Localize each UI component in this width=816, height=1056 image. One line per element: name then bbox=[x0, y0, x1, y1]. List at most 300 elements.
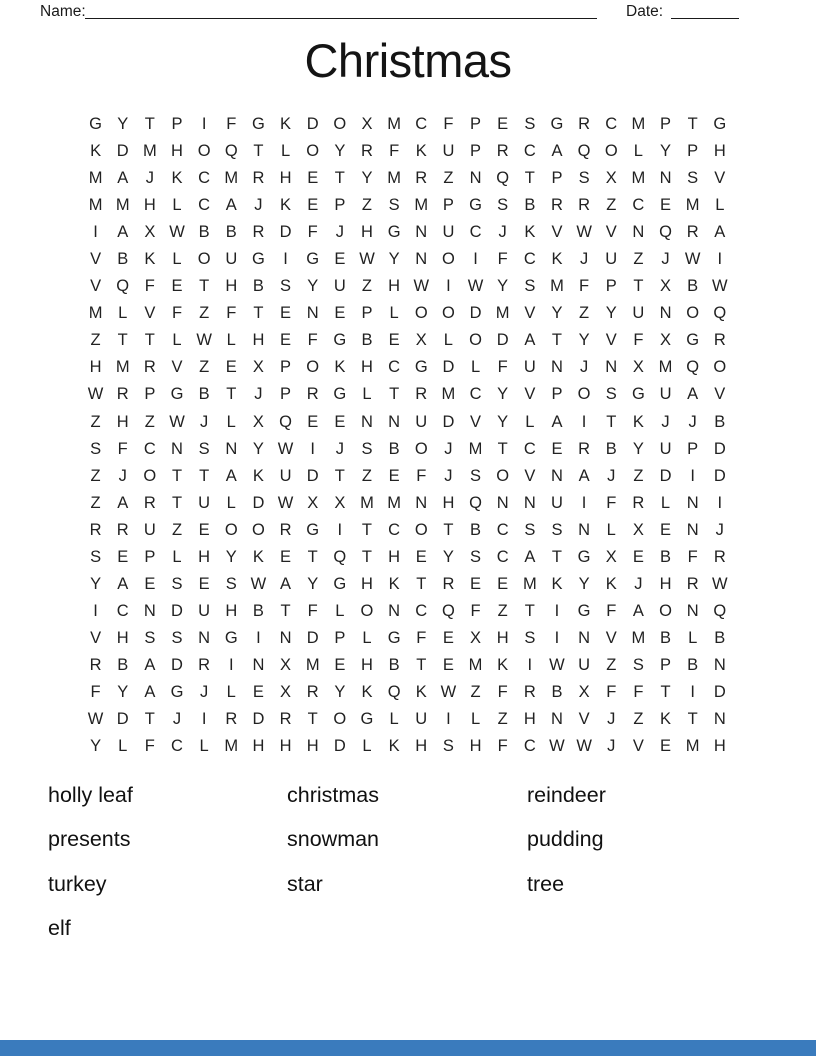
grid-letter: N bbox=[496, 493, 509, 512]
grid-letter: Y bbox=[334, 142, 346, 161]
grid-letter: F bbox=[389, 142, 400, 161]
grid-letter: X bbox=[144, 223, 156, 242]
grid-letter: R bbox=[279, 710, 292, 729]
grid-letter: T bbox=[307, 710, 318, 729]
footer-bar bbox=[0, 1040, 816, 1056]
grid-letter: W bbox=[684, 250, 701, 269]
grid-letter: E bbox=[280, 547, 292, 566]
grid-letter: D bbox=[252, 493, 265, 512]
grid-letter: E bbox=[470, 574, 482, 593]
grid-letter: K bbox=[144, 250, 156, 269]
grid-letter: R bbox=[713, 331, 726, 350]
grid-letter: Z bbox=[470, 683, 481, 701]
grid-letter: Z bbox=[171, 520, 183, 539]
grid-letter: B bbox=[388, 655, 400, 674]
grid-letter: P bbox=[551, 385, 563, 404]
grid-letter: W bbox=[87, 385, 104, 404]
grid-letter: F bbox=[470, 601, 481, 620]
grid-letter: M bbox=[387, 493, 401, 512]
grid-letter: S bbox=[605, 385, 617, 404]
grid-letter: S bbox=[90, 547, 102, 566]
grid-letter: X bbox=[660, 277, 672, 296]
grid-letter: L bbox=[172, 331, 182, 350]
grid-letter: I bbox=[690, 466, 695, 485]
grid-letter: B bbox=[714, 628, 726, 647]
grid-letter: J bbox=[688, 412, 697, 431]
grid-letter: O bbox=[659, 601, 672, 620]
grid-letter: G bbox=[550, 115, 564, 134]
grid-letter: O bbox=[143, 466, 157, 485]
grid-letter: D bbox=[306, 115, 319, 134]
grid-letter: C bbox=[143, 439, 156, 458]
word-list-item: snowman bbox=[287, 827, 380, 852]
grid-letter: T bbox=[687, 115, 698, 134]
grid-letter: F bbox=[171, 304, 183, 323]
grid-letter: H bbox=[89, 358, 102, 377]
grid-letter: L bbox=[226, 683, 236, 701]
grid-letter: H bbox=[361, 655, 373, 674]
grid-letter: J bbox=[335, 439, 344, 458]
grid-letter: E bbox=[632, 547, 644, 566]
grid-letter: P bbox=[334, 196, 346, 215]
grid-letter: G bbox=[333, 331, 347, 350]
grid-letter: R bbox=[225, 710, 238, 729]
grid-letter: B bbox=[605, 439, 617, 458]
grid-letter: F bbox=[497, 250, 508, 269]
grid-letter: T bbox=[144, 115, 155, 134]
grid-letter: M bbox=[468, 655, 483, 674]
grid-letter: S bbox=[524, 115, 536, 134]
grid-letter: L bbox=[335, 601, 345, 620]
grid-letter: Z bbox=[579, 304, 590, 323]
grid-letter: F bbox=[226, 304, 237, 323]
grid-letter: Y bbox=[578, 574, 590, 593]
grid-letter: B bbox=[225, 223, 237, 242]
grid-letter: W bbox=[169, 412, 185, 431]
grid-letter: M bbox=[387, 115, 401, 134]
grid-letter: E bbox=[171, 277, 183, 296]
grid-letter: Z bbox=[90, 493, 101, 512]
grid-letter: E bbox=[307, 196, 319, 215]
grid-letter: P bbox=[687, 439, 699, 458]
grid-letter: X bbox=[632, 520, 644, 539]
grid-letter: R bbox=[143, 358, 156, 377]
grid-letter: C bbox=[388, 520, 401, 539]
grid-letter: C bbox=[632, 196, 645, 215]
grid-letter: T bbox=[334, 466, 345, 485]
grid-letter: K bbox=[524, 223, 536, 242]
grid-letter: K bbox=[252, 466, 264, 485]
grid-letter: T bbox=[633, 277, 644, 296]
grid-letter: M bbox=[685, 196, 700, 215]
grid-letter: C bbox=[388, 358, 401, 377]
grid-letter: A bbox=[225, 196, 237, 215]
grid-letter: M bbox=[631, 115, 646, 134]
grid-letter: G bbox=[387, 628, 401, 647]
grid-letter: J bbox=[498, 223, 507, 242]
grid-letter: D bbox=[306, 466, 319, 485]
grid-letter: X bbox=[252, 358, 264, 377]
grid-letter: E bbox=[551, 439, 563, 458]
grid-letter: O bbox=[414, 439, 428, 458]
grid-letter: S bbox=[171, 628, 183, 647]
grid-letter: D bbox=[306, 628, 319, 647]
grid-letter: G bbox=[713, 115, 727, 134]
grid-letter: M bbox=[495, 304, 510, 323]
grid-letter: N bbox=[388, 601, 401, 620]
grid-letter: W bbox=[250, 574, 267, 593]
grid-letter: T bbox=[551, 331, 562, 350]
grid-letter: I bbox=[554, 628, 560, 647]
grid-letter: Q bbox=[333, 547, 347, 566]
grid-letter: F bbox=[416, 628, 427, 647]
grid-letter: H bbox=[225, 277, 238, 296]
grid-letter: E bbox=[388, 466, 400, 485]
grid-letter: J bbox=[607, 737, 616, 756]
grid-letter: C bbox=[469, 223, 482, 242]
grid-letter: D bbox=[333, 737, 346, 756]
grid-letter: E bbox=[497, 115, 509, 134]
grid-letter: H bbox=[713, 737, 726, 756]
grid-letter: N bbox=[171, 439, 183, 458]
grid-letter: S bbox=[524, 520, 536, 539]
grid-letter: A bbox=[280, 574, 292, 593]
grid-letter: S bbox=[144, 628, 156, 647]
grid-letter: T bbox=[144, 710, 155, 729]
grid-letter: L bbox=[172, 547, 182, 566]
grid-letter: B bbox=[714, 412, 726, 431]
grid-letter: T bbox=[334, 169, 345, 188]
grid-letter: R bbox=[89, 655, 102, 674]
grid-letter: K bbox=[280, 196, 292, 215]
grid-letter: L bbox=[715, 196, 725, 215]
grid-letter: J bbox=[607, 466, 616, 485]
grid-letter: N bbox=[659, 304, 672, 323]
grid-letter: V bbox=[90, 250, 102, 269]
grid-letter: H bbox=[116, 412, 129, 431]
grid-letter: B bbox=[198, 223, 210, 242]
grid-letter: W bbox=[549, 737, 565, 756]
grid-letter: O bbox=[713, 358, 727, 377]
grid-letter: O bbox=[197, 250, 211, 269]
grid-letter: I bbox=[201, 115, 207, 134]
grid-letter: L bbox=[389, 304, 399, 323]
grid-letter: A bbox=[578, 466, 590, 485]
grid-letter: K bbox=[252, 547, 264, 566]
grid-letter: D bbox=[171, 655, 183, 674]
grid-letter: V bbox=[524, 466, 536, 485]
grid-letter: R bbox=[415, 385, 428, 404]
grid-letter: I bbox=[310, 439, 315, 458]
grid-letter: V bbox=[632, 737, 644, 756]
grid-letter: G bbox=[387, 223, 401, 242]
grid-letter: Y bbox=[334, 683, 346, 701]
grid-letter: N bbox=[225, 439, 238, 458]
grid-letter: J bbox=[200, 683, 209, 701]
grid-letter: R bbox=[686, 223, 699, 242]
grid-letter: V bbox=[524, 304, 536, 323]
grid-letter: T bbox=[416, 655, 427, 674]
grid-letter: I bbox=[690, 683, 695, 701]
grid-letter: O bbox=[441, 304, 455, 323]
grid-letter: Q bbox=[686, 358, 700, 377]
grid-letter: B bbox=[660, 547, 672, 566]
grid-letter: J bbox=[607, 710, 616, 729]
grid-letter: U bbox=[143, 520, 156, 539]
word-list-item: elf bbox=[48, 916, 71, 941]
grid-letter: A bbox=[551, 142, 563, 161]
grid-letter: J bbox=[579, 358, 589, 377]
grid-letter: W bbox=[359, 250, 375, 269]
grid-letter: K bbox=[551, 250, 563, 269]
grid-letter: Y bbox=[361, 169, 373, 188]
grid-letter: N bbox=[551, 466, 563, 485]
grid-letter: R bbox=[116, 520, 129, 539]
grid-letter: L bbox=[470, 710, 481, 729]
grid-letter: K bbox=[415, 683, 427, 701]
grid-letter: L bbox=[118, 737, 128, 756]
grid-letter: J bbox=[254, 196, 263, 215]
grid-letter: R bbox=[252, 169, 265, 188]
grid-letter: N bbox=[469, 169, 482, 188]
grid-letter: O bbox=[604, 142, 618, 161]
grid-letter: T bbox=[117, 331, 128, 350]
grid-letter: C bbox=[469, 385, 482, 404]
grid-letter: Z bbox=[90, 412, 101, 431]
grid-letter: C bbox=[605, 115, 618, 134]
grid-letter: F bbox=[497, 737, 508, 756]
grid-letter: M bbox=[414, 196, 429, 215]
grid-letter: R bbox=[116, 385, 129, 404]
grid-letter: G bbox=[469, 196, 482, 215]
grid-letter: U bbox=[333, 277, 346, 296]
grid-letter: I bbox=[446, 277, 451, 296]
grid-letter: O bbox=[306, 142, 320, 161]
grid-letter: F bbox=[606, 493, 617, 512]
grid-letter: X bbox=[334, 493, 346, 512]
grid-letter: Z bbox=[144, 412, 155, 431]
grid-letter: N bbox=[578, 628, 591, 647]
grid-letter: L bbox=[362, 628, 372, 647]
grid-letter: P bbox=[660, 115, 672, 134]
grid-letter: H bbox=[143, 196, 156, 215]
grid-letter: M bbox=[88, 169, 103, 188]
grid-letter: L bbox=[389, 710, 399, 729]
grid-letter: G bbox=[306, 250, 320, 269]
grid-letter: J bbox=[200, 412, 209, 431]
grid-letter: O bbox=[251, 520, 265, 539]
grid-letter: D bbox=[659, 466, 672, 485]
grid-letter: T bbox=[606, 412, 617, 431]
grid-letter: P bbox=[442, 196, 454, 215]
grid-letter: S bbox=[687, 169, 699, 188]
grid-letter: S bbox=[632, 655, 644, 674]
grid-letter: E bbox=[198, 574, 210, 593]
grid-letter: R bbox=[523, 683, 536, 701]
grid-letter: Z bbox=[90, 331, 101, 350]
grid-letter: L bbox=[606, 520, 616, 539]
grid-letter: F bbox=[606, 601, 617, 620]
grid-letter: M bbox=[631, 169, 646, 188]
grid-letter: J bbox=[172, 710, 182, 729]
grid-letter: R bbox=[361, 142, 373, 161]
grid-letter: N bbox=[659, 169, 672, 188]
grid-letter: F bbox=[633, 331, 644, 350]
grid-letter: T bbox=[687, 710, 698, 729]
grid-letter: N bbox=[578, 520, 591, 539]
grid-letter: E bbox=[280, 304, 292, 323]
grid-letter: C bbox=[523, 737, 536, 756]
grid-letter: L bbox=[172, 250, 182, 269]
grid-letter: S bbox=[524, 628, 536, 647]
grid-letter: W bbox=[196, 331, 212, 350]
grid-letter: O bbox=[360, 601, 374, 620]
grid-letter: U bbox=[605, 250, 618, 269]
grid-letter: M bbox=[550, 277, 564, 296]
grid-letter: H bbox=[279, 169, 292, 188]
grid-letter: J bbox=[444, 439, 453, 458]
grid-letter: R bbox=[415, 169, 428, 188]
grid-letter: Q bbox=[713, 304, 727, 323]
grid-letter: T bbox=[171, 466, 183, 485]
grid-letter: Z bbox=[633, 250, 644, 269]
grid-letter: C bbox=[523, 250, 536, 269]
grid-letter: K bbox=[334, 358, 346, 377]
grid-letter: C bbox=[415, 601, 428, 620]
grid-letter: U bbox=[632, 304, 645, 323]
page-header bbox=[40, 2, 776, 24]
grid-letter: K bbox=[605, 574, 617, 593]
grid-letter: P bbox=[334, 628, 346, 647]
grid-letter: Z bbox=[497, 601, 508, 620]
grid-letter: F bbox=[687, 547, 698, 566]
grid-letter: Q bbox=[469, 493, 482, 512]
grid-letter: J bbox=[715, 520, 724, 539]
word-list-item: tree bbox=[527, 871, 565, 896]
grid-letter: Z bbox=[361, 277, 373, 296]
grid-letter: Y bbox=[117, 683, 129, 701]
grid-letter: O bbox=[686, 304, 700, 323]
grid-letter: R bbox=[143, 493, 156, 512]
grid-letter: M bbox=[387, 169, 401, 188]
grid-letter: K bbox=[388, 574, 400, 593]
grid-letter: N bbox=[252, 655, 265, 674]
grid-letter: O bbox=[577, 385, 591, 404]
grid-letter: G bbox=[89, 115, 102, 134]
grid-letter: M bbox=[658, 358, 673, 377]
grid-letter: S bbox=[225, 574, 237, 593]
grid-letter: R bbox=[89, 520, 102, 539]
grid-letter: J bbox=[579, 250, 589, 269]
grid-letter: B bbox=[551, 683, 563, 701]
grid-letter: Y bbox=[117, 115, 129, 134]
grid-letter: E bbox=[280, 331, 292, 350]
grid-letter: W bbox=[87, 710, 104, 729]
grid-letter: G bbox=[251, 115, 265, 134]
grid-letter: E bbox=[442, 655, 454, 674]
grid-letter: A bbox=[632, 601, 644, 620]
grid-letter: V bbox=[578, 710, 590, 729]
grid-letter: W bbox=[440, 683, 457, 701]
grid-letter: S bbox=[497, 196, 509, 215]
grid-letter: U bbox=[659, 439, 672, 458]
grid-letter: Y bbox=[90, 574, 102, 593]
grid-letter: Q bbox=[441, 601, 455, 620]
word-column bbox=[48, 773, 133, 951]
grid-letter: X bbox=[660, 331, 672, 350]
grid-letter: E bbox=[334, 304, 346, 323]
grid-letter: M bbox=[468, 439, 483, 458]
grid-letter: H bbox=[116, 628, 129, 647]
grid-letter: T bbox=[389, 385, 400, 404]
grid-letter: D bbox=[442, 412, 455, 431]
grid-letter: K bbox=[497, 655, 509, 674]
grid-letter: F bbox=[579, 277, 590, 296]
word-list-item: pudding bbox=[527, 827, 604, 852]
grid-letter: R bbox=[713, 547, 726, 566]
grid-letter: M bbox=[305, 655, 320, 674]
grid-letter: S bbox=[442, 737, 454, 756]
grid-letter: Q bbox=[387, 683, 401, 701]
grid-letter: U bbox=[659, 385, 672, 404]
grid-letter: T bbox=[253, 142, 264, 161]
grid-letter: G bbox=[360, 710, 374, 729]
grid-letter: I bbox=[581, 493, 587, 512]
grid-letter: E bbox=[144, 574, 156, 593]
grid-letter: X bbox=[415, 331, 427, 350]
grid-letter: L bbox=[443, 331, 453, 350]
date-blank-line bbox=[671, 18, 739, 19]
grid-letter: P bbox=[144, 385, 156, 404]
grid-letter: C bbox=[496, 547, 509, 566]
grid-letter: D bbox=[713, 466, 726, 485]
grid-letter: U bbox=[225, 250, 238, 269]
grid-letter: T bbox=[497, 439, 508, 458]
grid-letter: P bbox=[605, 277, 617, 296]
word-list-item: christmas bbox=[287, 782, 379, 807]
grid-letter: F bbox=[117, 439, 128, 458]
grid-letter: E bbox=[415, 547, 427, 566]
grid-letter: X bbox=[361, 115, 373, 134]
word-column bbox=[287, 773, 379, 907]
grid-letter: N bbox=[686, 493, 699, 512]
grid-letter: N bbox=[713, 710, 726, 729]
grid-letter: Z bbox=[606, 655, 617, 674]
grid-letter: C bbox=[523, 142, 536, 161]
grid-letter: R bbox=[306, 385, 319, 404]
grid-letter: E bbox=[307, 412, 319, 431]
grid-letter: H bbox=[442, 493, 455, 512]
grid-letter: S bbox=[524, 277, 536, 296]
grid-letter: M bbox=[522, 574, 537, 593]
grid-letter: A bbox=[117, 574, 129, 593]
grid-letter: M bbox=[685, 737, 700, 756]
grid-letter: X bbox=[578, 683, 590, 701]
grid-letter: F bbox=[633, 683, 644, 701]
grid-letter: I bbox=[256, 628, 261, 647]
grid-letter: O bbox=[333, 115, 347, 134]
grid-letter: Y bbox=[578, 331, 590, 350]
grid-letter: X bbox=[632, 358, 644, 377]
grid-letter: K bbox=[632, 412, 644, 431]
grid-letter: Z bbox=[361, 196, 373, 215]
grid-letter: Y bbox=[90, 737, 102, 756]
grid-letter: H bbox=[279, 737, 292, 756]
grid-letter: N bbox=[143, 601, 156, 620]
grid-letter: V bbox=[90, 277, 102, 296]
grid-letter: V bbox=[551, 223, 563, 242]
word-list-item: star bbox=[287, 871, 323, 896]
